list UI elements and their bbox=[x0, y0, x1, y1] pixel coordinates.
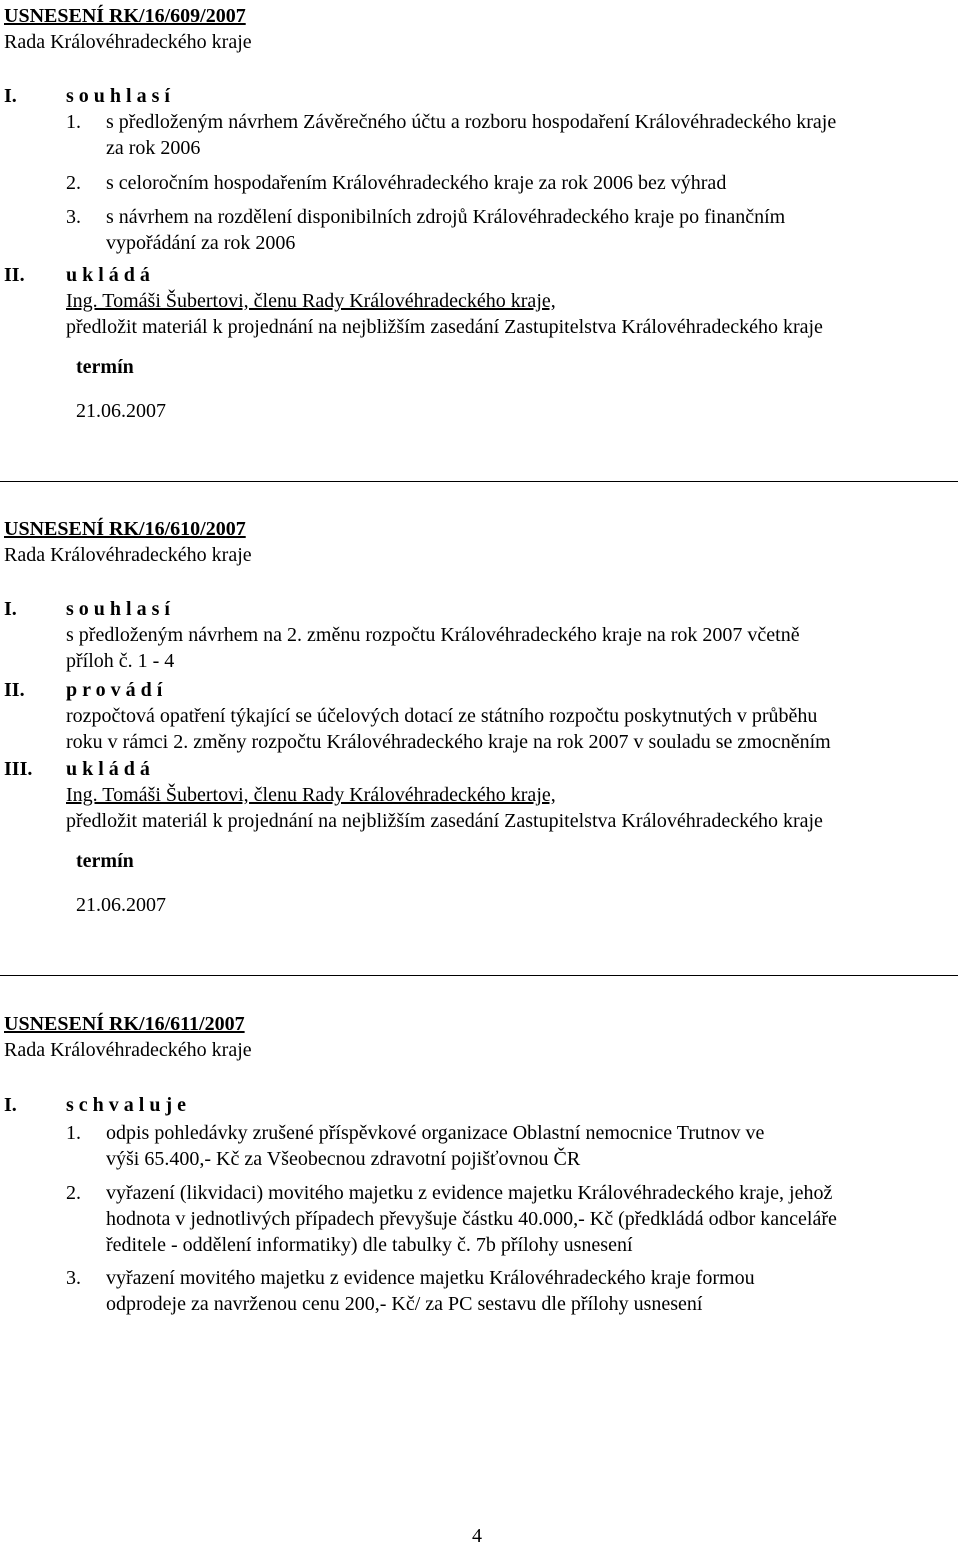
page-number: 4 bbox=[472, 1525, 482, 1547]
section-number: I. bbox=[4, 85, 17, 107]
section-number: III. bbox=[4, 758, 33, 780]
task-text: předložit materiál k projednání na nejbližším zasedání Zastupitelstva Královéhradeckého kraje bbox=[66, 316, 823, 338]
item-number: 2. bbox=[66, 1182, 81, 1204]
item-text: vyřazení (likvidaci) movitého majetku z evidence majetku Královéhradeckého kraje, jehož bbox=[106, 1182, 833, 1204]
deadline-label: termín bbox=[76, 850, 134, 872]
deadline-date: 21.06.2007 bbox=[76, 894, 166, 916]
item-text: odprodeje za navrženou cenu 200,- Kč/ za PC sestavu dle přílohy usnesení bbox=[106, 1293, 703, 1315]
section-number: II. bbox=[4, 679, 25, 701]
resolution-heading: USNESENÍ RK/16/610/2007 bbox=[4, 518, 246, 540]
item-number: 1. bbox=[66, 111, 81, 133]
item-text: za rok 2006 bbox=[106, 137, 201, 159]
item-number: 3. bbox=[66, 1267, 81, 1289]
section-number: II. bbox=[4, 264, 25, 286]
section-verb: souhlasí bbox=[66, 598, 175, 620]
item-text: výši 65.400,- Kč za Všeobecnou zdravotní pojišťovnou ČR bbox=[106, 1148, 581, 1170]
item-text: s celoročním hospodařením Královéhradeckého kraje za rok 2006 bez výhrad bbox=[106, 172, 727, 194]
section-text: s předloženým návrhem na 2. změnu rozpočtu Královéhradeckého kraje na rok 2007 včetně bbox=[66, 624, 800, 646]
section-text: roku v rámci 2. změny rozpočtu Královéhradeckého kraje na rok 2007 v souladu se zmocněním bbox=[66, 731, 831, 753]
section-text: příloh č. 1 - 4 bbox=[66, 650, 175, 672]
section-verb: souhlasí bbox=[66, 85, 175, 107]
item-text: s návrhem na rozdělení disponibilních zdrojů Královéhradeckého kraje po finančním bbox=[106, 206, 786, 228]
resolution-heading: USNESENÍ RK/16/609/2007 bbox=[4, 5, 246, 27]
item-text: vyřazení movitého majetku z evidence majetku Královéhradeckého kraje formou bbox=[106, 1267, 755, 1289]
section-text: rozpočtová opatření týkající se účelových dotací ze státního rozpočtu poskytnutých v průběhu bbox=[66, 705, 818, 727]
item-text: odpis pohledávky zrušené příspěvkové organizace Oblastní nemocnice Trutnov ve bbox=[106, 1122, 765, 1144]
item-text: ředitele - oddělení informatiky) dle tabulky č. 7b přílohy usnesení bbox=[106, 1234, 633, 1256]
council-name: Rada Královéhradeckého kraje bbox=[4, 31, 252, 53]
section-verb: provádí bbox=[66, 679, 168, 701]
section-number: I. bbox=[4, 1094, 17, 1116]
item-text: s předloženým návrhem Závěrečného účtu a rozboru hospodaření Královéhradeckého kraje bbox=[106, 111, 837, 133]
resolution-heading: USNESENÍ RK/16/611/2007 bbox=[4, 1013, 245, 1035]
council-name: Rada Královéhradeckého kraje bbox=[4, 1039, 252, 1061]
section-verb: schvaluje bbox=[66, 1094, 191, 1116]
item-number: 3. bbox=[66, 206, 81, 228]
item-text: hodnota v jednotlivých případech převyšuje částku 40.000,- Kč (předkládá odbor kanceláře bbox=[106, 1208, 837, 1230]
item-number: 2. bbox=[66, 172, 81, 194]
section-verb: ukládá bbox=[66, 758, 155, 780]
deadline-label: termín bbox=[76, 356, 134, 378]
task-text: předložit materiál k projednání na nejbližším zasedání Zastupitelstva Královéhradeckého kraje bbox=[66, 810, 823, 832]
divider bbox=[0, 975, 958, 976]
assignee: Ing. Tomáši Šubertovi, členu Rady Královéhradeckého kraje, bbox=[66, 290, 556, 312]
item-number: 1. bbox=[66, 1122, 81, 1144]
assignee: Ing. Tomáši Šubertovi, členu Rady Královéhradeckého kraje, bbox=[66, 784, 556, 806]
item-text: vypořádání za rok 2006 bbox=[106, 232, 296, 254]
divider bbox=[0, 481, 958, 482]
section-number: I. bbox=[4, 598, 17, 620]
deadline-date: 21.06.2007 bbox=[76, 400, 166, 422]
council-name: Rada Královéhradeckého kraje bbox=[4, 544, 252, 566]
section-verb: ukládá bbox=[66, 264, 155, 286]
